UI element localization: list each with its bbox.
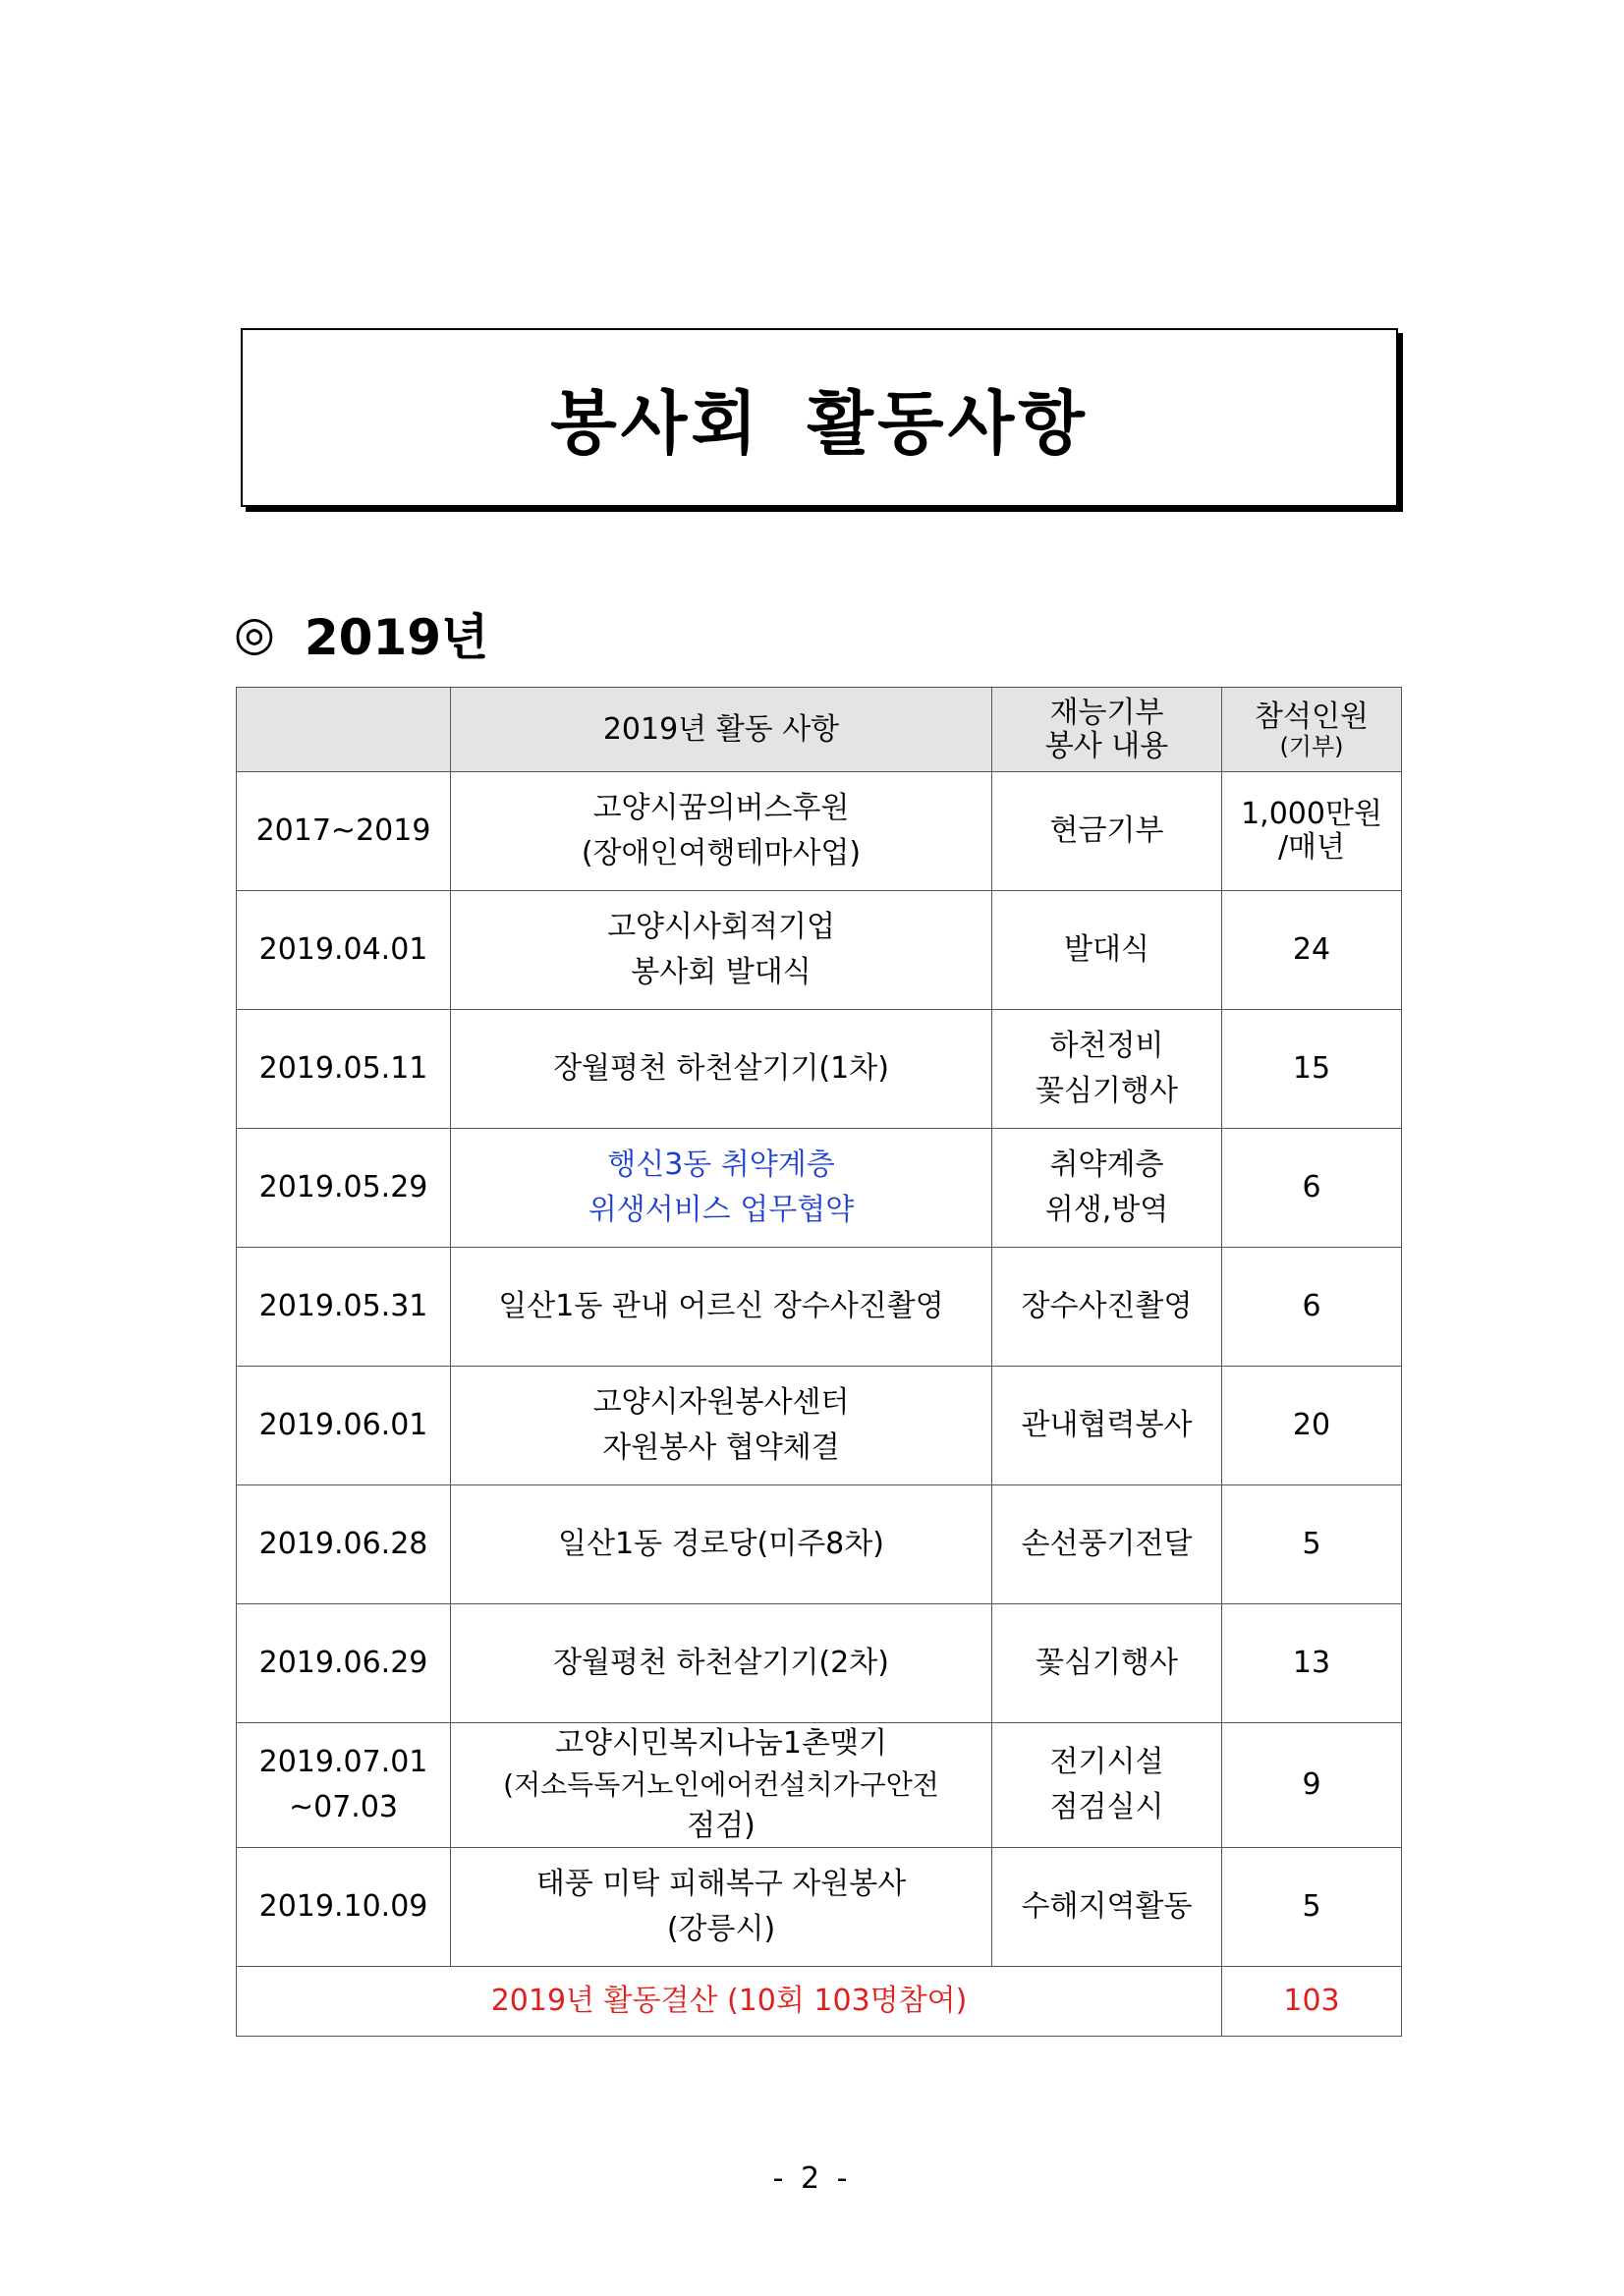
cell-content — [992, 772, 1222, 891]
cell-date-line: 2019.10.09 — [258, 1889, 428, 1924]
cell-count-line: 5 — [1302, 1527, 1321, 1561]
cell-count — [1222, 1604, 1402, 1723]
cell-activity-line: 행신3동 취약계층 — [607, 1148, 835, 1182]
cell-content-line: 현금기부 — [1049, 813, 1164, 848]
cell-activity — [451, 1848, 992, 1967]
cell-count-line: 15 — [1292, 1051, 1331, 1086]
page-title: 봉사회 활동사항 — [550, 382, 1089, 464]
cell-date — [237, 1485, 451, 1604]
cell-activity-line: 봉사회 발대식 — [631, 955, 812, 989]
header-count-line2: (기부) — [1279, 732, 1344, 760]
cell-activity — [451, 1248, 992, 1367]
cell-activity — [451, 1129, 992, 1248]
cell-content-line: 취약계층 — [1049, 1148, 1164, 1182]
cell-activity-line: 장월평천 하천살기기(1차) — [553, 1051, 889, 1086]
cell-activity-line: 일산1동 관내 어르신 장수사진촬영 — [498, 1289, 944, 1323]
cell-count — [1222, 891, 1402, 1010]
cell-activity-line: 점검) — [687, 1809, 756, 1843]
cell-content-line: 전기시설 — [1049, 1745, 1164, 1779]
cell-activity — [451, 1604, 992, 1723]
cell-count — [1222, 1367, 1402, 1485]
cell-activity — [451, 1367, 992, 1485]
header-count-line1: 참석인원 — [1255, 699, 1369, 734]
section-heading — [234, 594, 488, 673]
summary-label: 2019년 활동결산 (10회 103명참여) — [237, 1967, 1222, 2037]
cell-content-line: 위생,방역 — [1044, 1193, 1169, 1227]
cell-date-line: ~07.03 — [288, 1790, 399, 1824]
section-label: 2019년 — [304, 609, 489, 666]
cell-content-line: 하천정비 — [1049, 1029, 1164, 1063]
cell-count-line: 24 — [1292, 932, 1331, 967]
cell-activity-line: 장월평천 하천살기기(2차) — [553, 1646, 889, 1680]
activity-table — [236, 687, 1402, 2037]
cell-activity — [451, 1010, 992, 1129]
cell-content-line: 점검실시 — [1049, 1790, 1164, 1824]
cell-content-line: 발대식 — [1064, 932, 1149, 967]
cell-activity — [451, 1485, 992, 1604]
table-row — [237, 772, 1402, 891]
cell-count — [1222, 1723, 1402, 1848]
cell-date — [237, 891, 451, 1010]
cell-content — [992, 1604, 1222, 1723]
cell-activity-line: (저소득독거노인에어컨설치가구안전 — [503, 1768, 939, 1801]
cell-date — [237, 772, 451, 891]
cell-date — [237, 1604, 451, 1723]
cell-date-line: 2017~2019 — [255, 813, 431, 848]
cell-count — [1222, 1848, 1402, 1967]
cell-activity — [451, 772, 992, 891]
cell-count-line: 9 — [1302, 1767, 1321, 1802]
cell-activity-line: 고양시민복지나눔1촌맺기 — [555, 1726, 887, 1761]
cell-count — [1222, 1010, 1402, 1129]
double-circle-icon: ◎ — [234, 606, 275, 661]
cell-content — [992, 1367, 1222, 1485]
cell-activity-line: 고양시사회적기업 — [607, 910, 835, 944]
cell-count — [1222, 1248, 1402, 1367]
cell-count — [1222, 772, 1402, 891]
cell-date-line: 2019.06.29 — [258, 1646, 428, 1680]
cell-activity-line: 자원봉사 협약체결 — [602, 1430, 840, 1465]
cell-content-line: 수해지역활동 — [1021, 1889, 1193, 1924]
cell-content-line: 손선풍기전달 — [1021, 1527, 1193, 1561]
cell-activity-line: (강릉시) — [666, 1912, 776, 1946]
cell-content — [992, 1010, 1222, 1129]
table-row — [237, 1485, 1402, 1604]
table-row — [237, 1367, 1402, 1485]
cell-date — [237, 1848, 451, 1967]
cell-activity — [451, 891, 992, 1010]
summary-row — [237, 1967, 1402, 2037]
cell-activity-line: 고양시꿈의버스후원 — [592, 791, 850, 825]
title-box — [241, 328, 1398, 507]
cell-count-line: /매년 — [1277, 830, 1346, 865]
cell-date — [237, 1010, 451, 1129]
header-content — [992, 688, 1222, 772]
cell-content — [992, 1248, 1222, 1367]
cell-date-line: 2019.05.29 — [258, 1170, 428, 1204]
table-row — [237, 1723, 1402, 1848]
cell-count-line: 13 — [1292, 1646, 1331, 1680]
cell-count-line: 6 — [1302, 1289, 1321, 1323]
table-header-row — [237, 688, 1402, 772]
cell-activity-line: 일산1동 경로당(미주8차) — [558, 1527, 884, 1561]
header-count — [1222, 688, 1402, 772]
cell-content — [992, 1129, 1222, 1248]
summary-total: 103 — [1222, 1967, 1402, 2037]
cell-count-line: 1,000만원 — [1241, 797, 1382, 831]
cell-count-line: 5 — [1302, 1889, 1321, 1924]
header-date — [237, 688, 451, 772]
cell-content-line: 장수사진촬영 — [1021, 1289, 1193, 1323]
cell-content — [992, 1485, 1222, 1604]
cell-date-line: 2019.04.01 — [258, 932, 428, 967]
cell-activity-line: 위생서비스 업무협약 — [588, 1193, 855, 1227]
header-content-line1: 재능기부 — [1049, 695, 1164, 730]
cell-content-line: 꽃심기행사 — [1036, 1074, 1178, 1108]
table-row — [237, 1848, 1402, 1967]
table-row — [237, 1129, 1402, 1248]
cell-date-line: 2019.06.28 — [258, 1527, 428, 1561]
cell-count — [1222, 1485, 1402, 1604]
cell-count-line: 20 — [1292, 1408, 1331, 1442]
cell-date-line: 2019.05.31 — [258, 1289, 428, 1323]
cell-content — [992, 1723, 1222, 1848]
cell-date-line: 2019.05.11 — [258, 1051, 428, 1086]
cell-content — [992, 1848, 1222, 1967]
cell-date-line: 2019.07.01 — [258, 1745, 428, 1779]
cell-activity-line: 고양시자원봉사센터 — [592, 1385, 850, 1420]
header-activity: 2019년 활동 사항 — [451, 688, 992, 772]
table-row — [237, 1010, 1402, 1129]
table-row — [237, 891, 1402, 1010]
cell-date — [237, 1723, 451, 1848]
table-row — [237, 1604, 1402, 1723]
cell-count-line: 6 — [1302, 1170, 1321, 1204]
cell-date — [237, 1129, 451, 1248]
cell-activity-line: (장애인여행테마사업) — [581, 836, 862, 870]
cell-content-line: 꽃심기행사 — [1036, 1646, 1178, 1680]
cell-content-line: 관내협력봉사 — [1021, 1408, 1193, 1442]
cell-content — [992, 891, 1222, 1010]
cell-activity — [451, 1723, 992, 1848]
cell-date-line: 2019.06.01 — [258, 1408, 428, 1442]
cell-date — [237, 1248, 451, 1367]
header-content-line2: 봉사 내용 — [1044, 728, 1169, 763]
cell-activity-line: 태풍 미탁 피해복구 자원봉사 — [535, 1867, 907, 1901]
page-number: - 2 - — [772, 2161, 852, 2196]
cell-date — [237, 1367, 451, 1485]
cell-count — [1222, 1129, 1402, 1248]
table-row — [237, 1248, 1402, 1367]
